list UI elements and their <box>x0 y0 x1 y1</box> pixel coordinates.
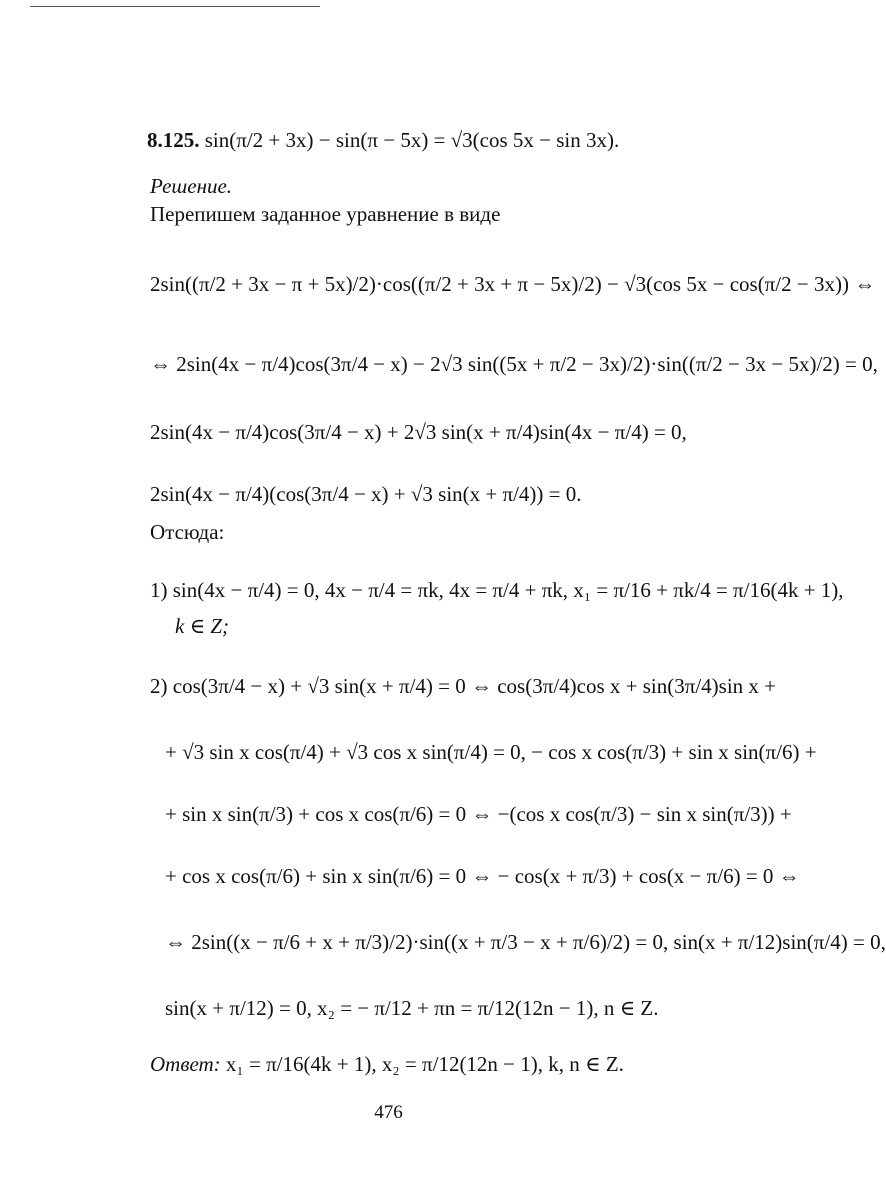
step-2: ⇔ 2sin(4x − π/4)cos(3π/4 − x) − 2√3 sin((5x + π/2 − 3x)/2)·sin((π/2 − 3x − 5x)/2) = 0, <box>150 352 878 376</box>
case2-line-5: ⇔ 2sin((x − π/6 + x + π/3)/2)·sin((x + π/3 − x + π/6)/2) = 0, sin(x + π/12)sin(π/4) = 0, <box>165 930 886 954</box>
step-4: 2sin(4x − π/4)(cos(3π/4 − x) + √3 sin(x + π/4)) = 0. <box>150 482 582 506</box>
hence-text: Отсюда: <box>150 520 225 544</box>
case1-condition: k ∈ Z; <box>175 614 230 638</box>
problem-header <box>147 128 619 153</box>
answer-label: Ответ: <box>150 1052 221 1076</box>
step-1: 2sin((π/2 + 3x − π + 5x)/2)·cos((π/2 + 3x + π − 5x)/2) − √3(cos 5x − cos(π/2 − 3x)) ⇔ <box>150 272 876 296</box>
case2-line-4: + cos x cos(π/6) + sin x sin(π/6) = 0 ⇔ − cos(x + π/3) + cos(x − π/6) = 0 ⇔ <box>165 864 800 888</box>
top-rule <box>30 6 320 7</box>
problem-number: 8.125. <box>147 128 200 152</box>
case2-line-1: 2) cos(3π/4 − x) + √3 sin(x + π/4) = 0 ⇔ cos(3π/4)cos x + sin(3π/4)sin x + <box>150 674 777 698</box>
case1-line: 1) sin(4x − π/4) = 0, 4x − π/4 = πk, 4x = π/4 + πk, x₁ = π/16 + πk/4 = π/16(4k + 1), <box>150 578 844 602</box>
step-3: 2sin(4x − π/4)cos(3π/4 − x) + 2√3 sin(x + π/4)sin(4x − π/4) = 0, <box>150 420 687 444</box>
intro-text: Перепишем заданное уравнение в виде <box>150 202 501 226</box>
case2-line-6: sin(x + π/12) = 0, x₂ = − π/12 + πn = π/12(12n − 1), n ∈ Z. <box>165 996 659 1020</box>
solution-label: Решение. <box>150 174 233 198</box>
case2-line-2: + √3 sin x cos(π/4) + √3 cos x sin(π/4) = 0, − cos x cos(π/3) + sin x sin(π/6) + <box>165 740 817 764</box>
problem-equation: sin(π/2 + 3x) − sin(π − 5x) = √3(cos 5x − sin 3x). <box>204 128 620 152</box>
answer-text: x₁ = π/16(4k + 1), x₂ = π/12(12n − 1), k, n ∈ Z. <box>225 1052 624 1076</box>
answer <box>150 1052 624 1077</box>
page-number: 476 <box>374 1102 403 1123</box>
case2-line-3: + sin x sin(π/3) + cos x cos(π/6) = 0 ⇔ −(cos x cos(π/3) − sin x sin(π/3)) + <box>165 802 792 826</box>
